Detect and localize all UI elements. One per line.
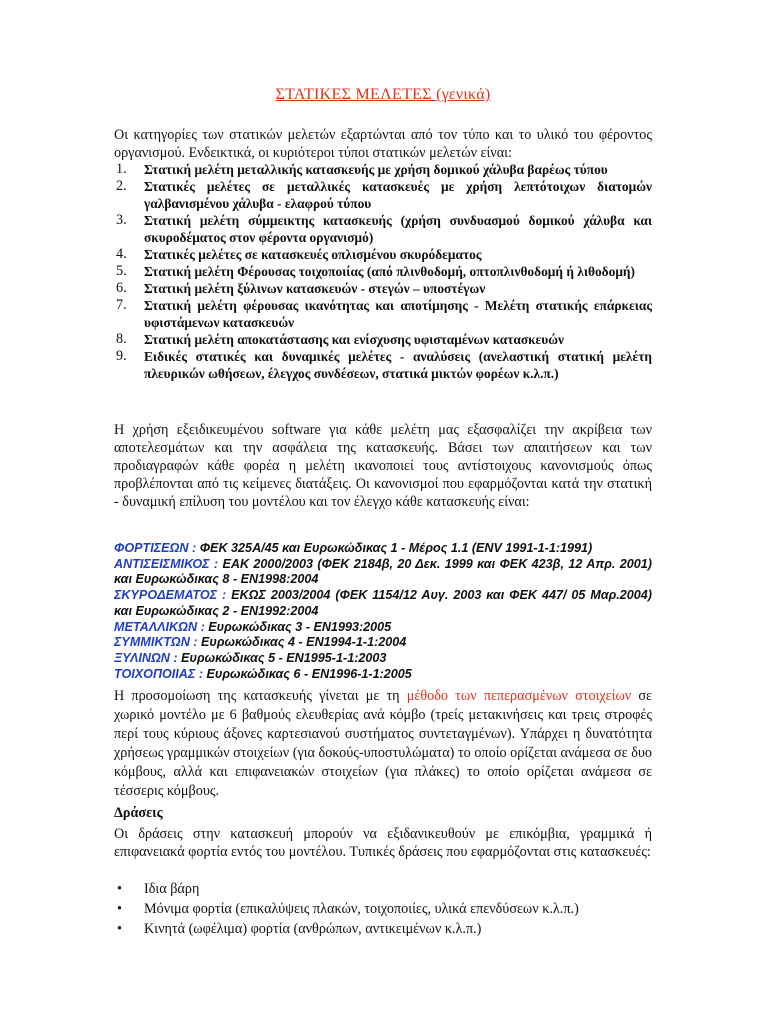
list-item-text: Στατική μελέτη ξύλινων κατασκευών - στεγών – υποστέγων	[144, 281, 486, 296]
software-paragraph: Η χρήση εξειδικευμένου software για κάθε μελέτη μας εξασφαλίζει την ακρίβεια των αποτελεσμάτων και την ασφάλεια της κατασκευής. Βάσει των απαιτήσεων και των προδιαγραφών κάθε φορέα η μελέτη ικανοποιεί τους αντίστοιχους κανονισμούς όπως προβλέπονται από τις κείμενες διατάξεις. Οι κανονισμοί που εφαρμόζονται κατά την στατική - δυναμική επίλυση του μοντέλου και τον έλεγχο κάθε κατασκευής είναι:	[114, 422, 652, 510]
regulation-label: ΦΟΡΤΙΣΕΩΝ :	[114, 541, 197, 555]
fem-highlight: μέθοδο των πεπερασμένων στοιχείων	[406, 688, 632, 704]
list-number: 5.	[116, 263, 127, 279]
regulation-label: ΜΕΤΑΛΛΙΚΩΝ :	[114, 619, 205, 634]
list-item	[114, 280, 652, 297]
regulation-timber	[114, 651, 652, 667]
list-item-text: Στατική μελέτη αποκατάστασης και ενίσχυσης υφισταμένων κατασκευών	[144, 332, 564, 347]
regulation-label: ΤΟΙΧΟΠΟΙΙΑΣ :	[114, 666, 204, 681]
bullet-icon: •	[117, 901, 122, 917]
regulation-text: Ευρωκώδικας 5 - EN1995-1-1:2003	[177, 650, 387, 665]
intro-paragraph: Οι κατηγορίες των στατικών μελετών εξαρτώνται από τον τύπο και το υλικό του φέροντος οργανισμού. Ενδεικτικά, οι κυριότεροι τύποι στατικών μελετών είναι:	[114, 127, 652, 161]
list-item	[114, 348, 652, 382]
regulation-label: ΑΝΤΙΣΕΙΣΜΙΚΟΣ :	[114, 556, 219, 571]
bullet-icon: •	[117, 881, 122, 897]
bullet-icon: •	[117, 921, 122, 937]
list-item	[114, 212, 652, 246]
regulation-label: ΞΥΛΙΝΩΝ :	[114, 650, 178, 665]
list-item-text: Ειδικές στατικές και δυναμικές μελέτες - αναλύσεις (ανελαστική στατική μελέτη πλευρικών ωθήσεων, έλεγχος συνδέσεων, στατικά μικτών φορέων κ.λ.π.)	[144, 349, 652, 381]
list-number: 1.	[116, 161, 127, 177]
fem-text-start: Η προσομοίωση της κατασκευής γίνεται με τη	[114, 688, 407, 704]
list-item	[114, 899, 652, 919]
study-types-list	[114, 161, 652, 382]
regulation-text: Ευρωκώδικας 6 - EN1996-1-1:2005	[203, 666, 412, 681]
list-number: 9.	[116, 348, 127, 364]
regulation-text: Ευρωκώδικας 3 - EN1993:2005	[204, 619, 392, 634]
regulation-loads	[114, 541, 652, 557]
list-item	[114, 246, 652, 263]
list-item	[114, 331, 652, 348]
list-number: 3.	[116, 212, 127, 228]
list-number: 8.	[116, 331, 127, 347]
list-item	[114, 879, 652, 899]
list-item-text: Στατική μελέτη μεταλλικής κατασκευής με χρήση δομικού χάλυβα βαρέως τύπου	[144, 162, 608, 177]
list-item-text: Στατική μελέτη σύμμεικτης κατασκευής (χρήση συνδυασμού δομικού χάλυβα και σκυροδέματος στον φέροντα οργανισμό)	[144, 213, 652, 245]
list-item-text: Στατική μελέτη φέρουσας ικανότητας και αποτίμησης - Μελέτη στατικής επάρκειας υφιστάμενων κατασκευών	[144, 298, 652, 330]
list-item	[114, 178, 652, 212]
regulation-steel	[114, 620, 652, 636]
list-item-text: Στατική μελέτη Φέρουσας τοιχοποιίας (από πλινθοδομή, οπτοπλινθοδομή ή λιθοδομή)	[144, 264, 635, 279]
regulation-label: ΣΥΜΜΙΚΤΩΝ :	[114, 635, 198, 650]
regulation-seismic	[114, 557, 652, 588]
list-number: 7.	[116, 297, 127, 313]
loads-list	[114, 879, 652, 939]
list-item-text: Στατικές μελέτες σε κατασκευές οπλισμένου σκυρόδεματος	[144, 247, 482, 262]
list-item-text: Ιδια βάρη	[144, 881, 200, 897]
list-number: 2.	[116, 178, 127, 194]
fem-paragraph	[114, 687, 652, 801]
list-number: 6.	[116, 280, 127, 296]
regulation-text: ΕΑΚ 2000/2003 (ΦΕΚ 2184β, 20 Δεκ. 1999 και ΦΕΚ 423β, 12 Απρ. 2001) και Ευρωκώδικας 8 - EN1998:2004	[114, 556, 652, 587]
list-item	[114, 161, 652, 178]
fem-text-end: σε χωρικό μοντέλο με 6 βαθμούς ελευθερίας ανά κόμβο (τρείς μετακινήσεις και τρεις στροφές περί τους κύριους άξονες καρτεσιανού συστήματος συντεταγμένων). Υπάρχει η δυνατότητα χρήσεως γραμμικών στοιχείων (για δοκούς-υποστυλώματα) το οποίο ορίζεται ανάμεσα σε δυο κόμβους, αλλά και επιφανειακών στοιχείων (για πλάκες) το οποίο ορίζεται ανάμεσα σε τέσσερις κόμβους.	[114, 688, 653, 799]
regulations-block	[114, 541, 652, 682]
regulation-text: ΦΕΚ 325Α/45 και Ευρωκώδικας 1 - Μέρος 1.1 (ENV 1991-1-1:1991)	[196, 541, 593, 555]
regulation-masonry	[114, 667, 652, 683]
list-number: 4.	[116, 246, 127, 262]
list-item	[114, 263, 652, 280]
page-title: ΣΤΑΤΙΚΕΣ ΜΕΛΕΤΕΣ (γενικά)	[275, 86, 491, 103]
list-item-text: Κινητά (ωφέλιμα) φορτία (ανθρώπων, αντικειμένων κ.λ.π.)	[144, 921, 482, 937]
regulation-label: ΣΚΥΡΟΔΕΜΑΤΟΣ :	[114, 588, 227, 603]
regulation-text: Ευρωκώδικας 4 - EN1994-1-1:2004	[197, 635, 407, 650]
regulation-text: ΕΚΩΣ 2003/2004 (ΦΕΚ 1154/12 Αυγ. 2003 και ΦΕΚ 447/ 05 Μαρ.2004) και Ευρωκώδικας 2 - EN1992:2004	[114, 588, 652, 618]
list-item-text: Στατικές μελέτες σε μεταλλικές κατασκευές με χρήση λεπτότοιχων διατομών γαλβανισμένου χάλυβα - ελαφρού τύπου	[144, 179, 652, 211]
list-item	[114, 297, 652, 331]
actions-heading: Δράσεις	[114, 805, 163, 821]
regulation-composite	[114, 635, 652, 651]
actions-paragraph: Οι δράσεις στην κατασκευή μπορούν να εξιδανικευθούν με επικόμβια, γραμμικά ή επιφανειακά φορτία εντός του μοντέλου. Τυπικές δράσεις που εφαρμόζονται στις κατασκευές:	[114, 826, 652, 860]
list-item-text: Μόνιμα φορτία (επικαλύψεις πλακών, τοιχοποιίες, υλικά επενδύσεων κ.λ.π.)	[144, 901, 579, 917]
regulation-concrete	[114, 588, 652, 619]
list-item	[114, 919, 652, 939]
